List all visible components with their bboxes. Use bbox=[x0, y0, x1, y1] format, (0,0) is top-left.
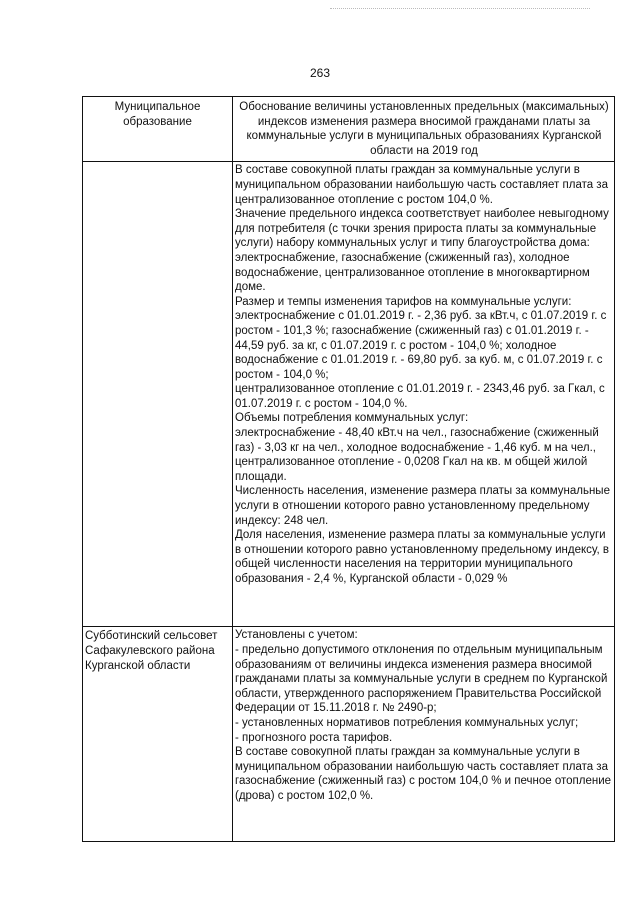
paragraph: - прогнозного роста тарифов. bbox=[235, 731, 393, 744]
paragraph: Размер и темпы изменения тарифов на коммунальные услуги: bbox=[235, 295, 572, 308]
header-municipality: Муниципальное образование bbox=[83, 97, 233, 161]
paragraph: электроснабжение с 01.01.2019 г. - 2,36 руб. за кВт.ч, с 01.07.2019 г. с ростом - 101,3 %; газоснабжение (сжиженный газ) с 01.01.2019 г. - 44,59 руб. за кг, с 01.07.2019 г. с ростом - 104,0 %; холодное водоснабжение с 01.01.2019 г. - 69,80 руб. за куб. м, с 01.07.2019 г. с ростом - 104,0 %; bbox=[235, 310, 607, 381]
paragraph: Численность населения, изменение размера платы за коммунальные услуги в отношении которого равно установленному предельному индексу: 248 чел. bbox=[235, 485, 610, 527]
paragraph: Доля населения, изменение размера платы за коммунальные услуги в отношении которого равно установленному предельному индексу, в общей численности населения на территории муниципального образования - 2,4 %, Курганской области - 0,029 % bbox=[235, 529, 609, 585]
paragraph: В составе совокупной платы граждан за коммунальные услуги в муниципальном образовании наибольшую часть составляет плата за газоснабжение (сжиженный газ) с ростом 104,0 % и печное отопление (дрова) с ростом 102,0 %. bbox=[235, 746, 612, 802]
paragraph: Объемы потребления коммунальных услуг: bbox=[235, 412, 469, 425]
paragraph: электроснабжение - 48,40 кВт.ч на чел., газоснабжение (сжиженный газ) - 3,03 кг на чел., холодное водоснабжение - 1,46 куб. м на чел., централизованное отопление - 0,0208 Гкал на кв. м общей жилой площади. bbox=[235, 427, 599, 483]
paragraph: - предельно допустимого отклонения по отдельным муниципальным образованиям от величины индекса изменения размера вносимой гражданами платы за коммунальные услуги в среднем по Курганской области, утвержденного распоряжением Правительства Российской Федерации от 15.11.2018 г. № 2490-р; bbox=[235, 643, 608, 715]
justification-cell bbox=[233, 162, 614, 626]
page-number: 263 bbox=[309, 66, 331, 80]
table-row bbox=[83, 626, 614, 841]
paragraph: - установленных нормативов потребления коммунальных услуг; bbox=[235, 716, 579, 729]
scan-artifact-dots bbox=[330, 8, 590, 11]
justification-cell bbox=[233, 627, 614, 841]
paragraph: электроснабжение, газоснабжение (сжиженный газ), холодное водоснабжение, централизованное отопление в многоквартирном доме. bbox=[235, 251, 590, 294]
table-header-row bbox=[83, 97, 614, 161]
paragraph: В составе совокупной платы граждан за коммунальные услуги в муниципальном образовании наибольшую часть составляет плата за централизованное отопление с ростом 104,0 %. bbox=[235, 164, 608, 206]
municipality-cell: Субботинский сельсовет Сафакулевского района Курганской области bbox=[83, 627, 233, 841]
municipality-cell bbox=[83, 162, 233, 626]
table-row bbox=[83, 161, 614, 626]
header-justification: Обоснование величины установленных предельных (максимальных) индексов изменения размера вносимой гражданами платы за коммунальные услуги в муниципальных образованиях Курганской области на 2019 год bbox=[239, 101, 609, 157]
paragraph: Установлены с учетом: bbox=[235, 629, 358, 642]
paragraph: Значение предельного индекса соответствует наиболее невыгодному для потребителя (с точки зрения прироста платы за коммунальные услуги) набору коммунальных услуг и типу благоустройства дома: bbox=[235, 208, 609, 250]
paragraph: централизованное отопление с 01.01.2019 г. - 2343,46 руб. за Гкал, с 01.07.2019 г. с ростом - 104,0 %. bbox=[235, 383, 605, 410]
justification-table bbox=[82, 96, 615, 842]
